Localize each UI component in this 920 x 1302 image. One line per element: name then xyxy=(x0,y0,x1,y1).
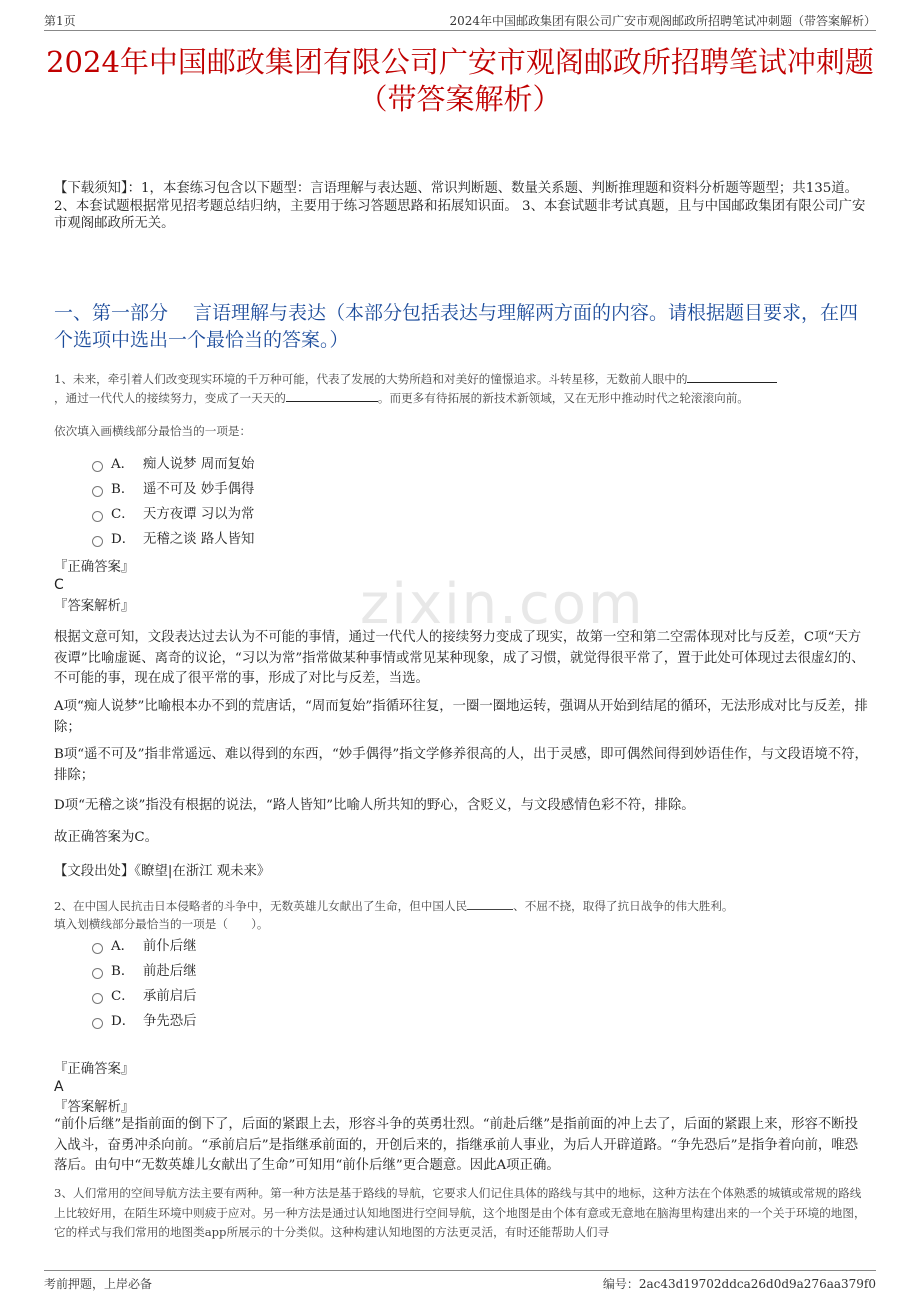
q1-analysis-p1: 根据文意可知，文段表达过去认为不可能的事情，通过一代代人的接续努力变成了现实，故第一空和第二空需体现对比与反差，C项“天方夜谭”比喻虚诞、离奇的议论，“习以为常”指常做某种事情或常见某种现象，成了习惯，就觉得很平常了，置于此处可体现过去很虚幻的、不可能的事，现在成了很平常的事，形成了对比与反差，当选。 xyxy=(54,630,865,686)
q2-analysis-label: 『答案解析』 xyxy=(54,1100,135,1115)
q2-option-d[interactable]: D． 争先恐后 xyxy=(92,1009,197,1034)
q1-analysis-label: 『答案解析』 xyxy=(54,599,135,614)
q1-correct-label: 『正确答案』 xyxy=(54,560,135,575)
q1-option-d[interactable]: D． 无稽之谈 路人皆知 xyxy=(92,527,254,552)
document-title: 2024年中国邮政集团有限公司广安市观阁邮政所招聘笔试冲刺题（带答案解析） xyxy=(46,45,874,116)
q2-correct-label: 『正确答案』 xyxy=(54,1062,135,1077)
radio-icon[interactable] xyxy=(92,486,103,497)
q2-answer: A xyxy=(54,1079,64,1095)
q1-option-b[interactable]: B． 遥不可及 妙手偶得 xyxy=(92,477,254,502)
q1-options xyxy=(92,452,254,552)
q1-analysis-p4: D项“无稽之谈”指没有根据的说法，“路人皆知”比喻人所共知的野心，含贬义，与文段感情色彩不符，排除。 xyxy=(54,798,695,813)
page-header xyxy=(44,10,876,31)
radio-icon[interactable] xyxy=(92,943,103,954)
q2-blank xyxy=(467,899,513,910)
q1-stem: 1、未来，牵引着人们改变现实环境的千万种可能，代表了发展的大势所趋和对美好的憧憬追求。斗转星移，无数前人眼中的 ，通过一代代人的接续努力，变成了一天天的 。而更多有待拓展的新技术新领域，又在无形中推动时代之轮滚滚向前。 xyxy=(54,370,870,408)
q1-answer: C xyxy=(54,577,64,593)
q2-analysis: “前仆后继”是指前面的倒下了，后面的紧跟上去，形容斗争的英勇壮烈。“前赴后继”是指前面的冲上去了，后面的紧跟上来，形容不断投入战斗，奋勇冲杀向前。“承前启后”是指继承前面的，开创后来的，指继承前人事业，为后人开辟道路。“争先恐后”是指争着向前，唯恐落后。由句中“无数英雄儿女献出了生命”可知用“前仆后继”更合题意。因此A项正确。 xyxy=(54,1117,859,1173)
q2-prompt: 填入划横线部分最恰当的一项是（ ）。 xyxy=(54,917,269,931)
header-doc-title: 2024年中国邮政集团有限公司广安市观阁邮政所招聘笔试冲刺题（带答案解析） xyxy=(449,14,876,28)
q1-prompt: 依次填入画横线部分最恰当的一项是： xyxy=(54,424,252,438)
q1-analysis-p3: B项“遥不可及”指非常遥远、难以得到的东西，“妙手偶得”指文学修养很高的人，出于灵感，即可偶然间得到妙语佳作，与文段语境不符，排除； xyxy=(54,747,868,783)
radio-icon[interactable] xyxy=(92,1018,103,1029)
download-notice: 【下载须知】：1，本套练习包含以下题型：言语理解与表达题、常识判断题、数量关系题、判断推理题和资料分析题等题型；共135道。 2、本套试题根据常见招考题总结归纳，主要用于练习答题思路和拓展知识面。 3、本套试题非考试真题，且与中国邮政集团有限公司广安市观阁邮政所无关。 xyxy=(54,181,866,231)
q3-stem: 3、人们常用的空间导航方法主要有两种。第一种方法是基于路线的导航，它要求人们记住具体的路线与其中的地标，这种方法在个体熟悉的城镇或常规的路线上比较好用，在陌生环境中则疲于应对。另一种方法是通过认知地图进行空间导航，这个地图是由个体有意或无意地在脑海里构建出来的一个关于环境的地图，它的样式与我们常用的地图类app所展示的十分类似。这种构建认知地图的方法更灵活，有时还能帮助人们寻 xyxy=(54,1186,866,1239)
page-footer xyxy=(44,1270,876,1293)
q1-analysis-p2: A项“痴人说梦”比喻根本办不到的荒唐话，“周而复始”指循环往复，一圈一圈地运转，强调从开始到结尾的循环，无法形成对比与反差，排除； xyxy=(54,699,868,735)
footer-doc-id: 编号：2ac43d19702ddca26d0d9a276aa379f0 xyxy=(602,1277,876,1291)
q1-option-c[interactable]: C． 天方夜谭 习以为常 xyxy=(92,502,254,527)
q2-option-a[interactable]: A． 前仆后继 xyxy=(92,934,197,959)
q2-stem: 2、在中国人民抗击日本侵略者的斗争中，无数英雄儿女献出了生命，但中国人民 、不屈不挠，取得了抗日战争的伟大胜利。 xyxy=(54,899,734,913)
q2-option-b[interactable]: B． 前赴后继 xyxy=(92,959,197,984)
radio-icon[interactable] xyxy=(92,993,103,1004)
q1-option-a[interactable]: A． 痴人说梦 周而复始 xyxy=(92,452,254,477)
radio-icon[interactable] xyxy=(92,511,103,522)
q1-source: 【文段出处】《瞭望|在浙江 观未来》 xyxy=(54,864,271,879)
q2-option-c[interactable]: C． 承前启后 xyxy=(92,984,197,1009)
q1-analysis-p5: 故正确答案为C。 xyxy=(54,830,158,845)
radio-icon[interactable] xyxy=(92,536,103,547)
section-heading: 一、第一部分 言语理解与表达（本部分包括表达与理解两方面的内容。请根据题目要求，在四个选项中选出一个最恰当的答案。） xyxy=(54,302,859,351)
footer-slogan: 考前押题，上岸必备 xyxy=(44,1277,153,1291)
q2-options xyxy=(92,934,197,1034)
q1-blank-1 xyxy=(687,370,777,383)
page-number: 第1页 xyxy=(44,14,76,28)
q1-blank-2 xyxy=(286,389,378,402)
radio-icon[interactable] xyxy=(92,968,103,979)
watermark: zixin.com xyxy=(360,572,645,637)
radio-icon[interactable] xyxy=(92,461,103,472)
